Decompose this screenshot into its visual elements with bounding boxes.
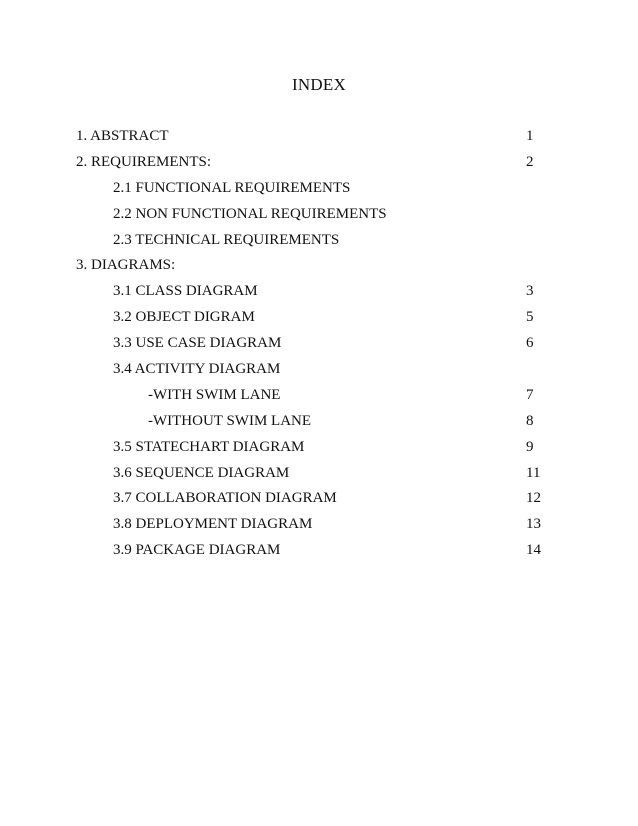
toc-entry-diagrams (0, 253, 638, 279)
toc-entry-use-case-diagram (0, 331, 638, 357)
toc-entry-abstract (0, 124, 638, 150)
toc-entry-page: 7 (526, 386, 534, 403)
toc-entry-page: 14 (526, 542, 541, 559)
toc-entry-page: 9 (526, 438, 534, 455)
toc-entry-label: 2.1 FUNCTIONAL REQUIREMENTS (113, 179, 351, 196)
toc-entry-label: 3.2 OBJECT DIGRAM (113, 309, 255, 326)
page-title: INDEX (292, 75, 346, 94)
toc-entry-label: 1. ABSTRACT (76, 128, 169, 144)
toc-entry-object-diagram (0, 305, 638, 331)
toc-entry-without-swim-lane (0, 409, 638, 435)
toc-entry-deployment-diagram (0, 512, 638, 538)
toc-entry-label: 3.4 ACTIVITY DIAGRAM (113, 361, 281, 378)
toc-entry-activity-diagram (0, 357, 638, 383)
toc-entry-page: 12 (526, 490, 541, 507)
toc-entry-label: 3.6 SEQUENCE DIAGRAM (113, 464, 290, 481)
toc-entry-page: 3 (526, 283, 534, 300)
toc-entry-page: 11 (526, 464, 541, 481)
table-of-contents (0, 124, 638, 564)
toc-entry-label: -WITHOUT SWIM LANE (148, 412, 312, 429)
toc-entry-collaboration-diagram (0, 486, 638, 512)
toc-entry-statechart-diagram (0, 435, 638, 461)
toc-entry-requirements (0, 150, 638, 176)
toc-entry-label: 2.2 NON FUNCTIONAL REQUIREMENTS (113, 205, 387, 222)
toc-entry-non-functional-requirements (0, 202, 638, 228)
toc-entry-label: 3.1 CLASS DIAGRAM (113, 283, 258, 300)
toc-entry-class-diagram (0, 279, 638, 305)
toc-entry-label: 2. REQUIREMENTS: (76, 153, 211, 170)
toc-entry-page: 13 (526, 516, 541, 533)
toc-entry-with-swim-lane (0, 383, 638, 409)
toc-entry-label: 3.8 DEPLOYMENT DIAGRAM (113, 516, 313, 533)
toc-entry-label: 3. DIAGRAMS: (76, 257, 176, 274)
toc-entry-label: 3.3 USE CASE DIAGRAM (113, 335, 282, 352)
toc-entry-label: -WITH SWIM LANE (148, 386, 281, 403)
toc-entry-label: 3.9 PACKAGE DIAGRAM (113, 542, 281, 559)
toc-entry-label: 2.3 TECHNICAL REQUIREMENTS (113, 231, 340, 248)
toc-entry-label: 3.7 COLLABORATION DIAGRAM (113, 490, 337, 507)
toc-entry-page: 6 (526, 335, 534, 352)
toc-entry-functional-requirements (0, 176, 638, 202)
toc-entry-technical-requirements (0, 228, 638, 254)
toc-entry-page: 2 (526, 153, 534, 170)
toc-entry-package-diagram (0, 538, 638, 564)
toc-entry-page: 5 (526, 309, 534, 326)
toc-entry-label: 3.5 STATECHART DIAGRAM (113, 438, 305, 455)
toc-entry-page: 1 (526, 128, 534, 144)
toc-entry-sequence-diagram (0, 461, 638, 487)
toc-entry-page: 8 (526, 412, 534, 429)
